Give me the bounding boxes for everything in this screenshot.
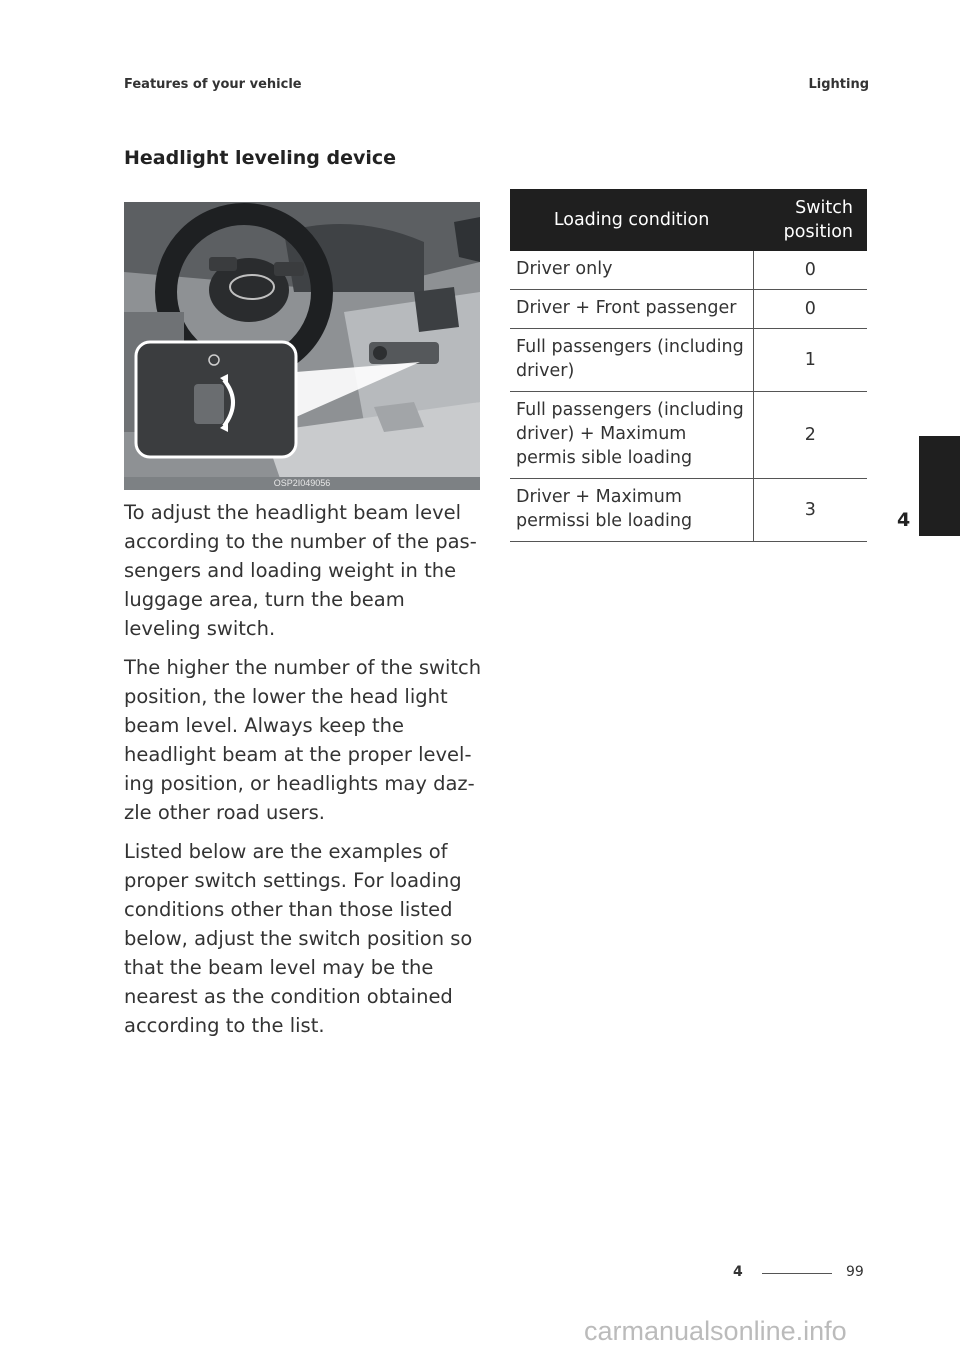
switch-settings-table (510, 189, 867, 542)
body-text (124, 498, 484, 1050)
table-row (510, 329, 867, 392)
paragraph: To adjust the headlight beam level according to the number of the pas sengers and loading weight in the luggage area, turn the beam leveling switch. (124, 501, 477, 640)
cell-position: 3 (753, 479, 867, 542)
cell-condition: Driver + Front passenger (510, 290, 753, 329)
cell-position: 2 (753, 392, 867, 479)
paragraph: Listed below are the examples of proper switch settings. For loading conditions other than those listed below, adjust the switch position so that the beam level may be the nearest as the condition obtained according to the list. (124, 840, 473, 1037)
table-header-row (510, 189, 867, 251)
footer-divider (762, 1273, 832, 1274)
header-switch-position: Switch position (753, 189, 867, 251)
cell-condition: Driver + Maximum permissi ble loading (510, 479, 753, 542)
footer-section-number: 4 (733, 1264, 743, 1280)
cell-position: 0 (753, 290, 867, 329)
cell-condition: Driver only (510, 251, 753, 290)
cell-condition: Full passengers (including driver) (510, 329, 753, 392)
table-row (510, 392, 867, 479)
figure-dashboard-photo (124, 202, 480, 490)
running-header-section: Features of your vehicle (124, 77, 302, 92)
chapter-tab-label: 4 (897, 509, 911, 531)
paragraph: The higher the number of the switch position, the lower the head light beam level. Always keep the headlight beam at the proper level ing position, or headlights may daz zle other road users. (124, 656, 482, 824)
footer-page-number: 99 (846, 1264, 864, 1280)
table-row (510, 290, 867, 329)
chapter-side-tab (919, 436, 960, 536)
figure-code: OSP2I049056 (124, 477, 480, 490)
page-title: Headlight leveling device (124, 147, 397, 169)
cell-position: 0 (753, 251, 867, 290)
table-row (510, 251, 867, 290)
cell-position: 1 (753, 329, 867, 392)
header-loading-condition: Loading condition (510, 189, 753, 251)
table-row (510, 479, 867, 542)
dashboard-illustration (124, 202, 480, 490)
running-header-chapter: Lighting (808, 77, 869, 92)
watermark: carmanualsonline.info (584, 1316, 847, 1346)
cell-condition: Full passengers (including driver) + Maximum permis sible loading (510, 392, 753, 479)
